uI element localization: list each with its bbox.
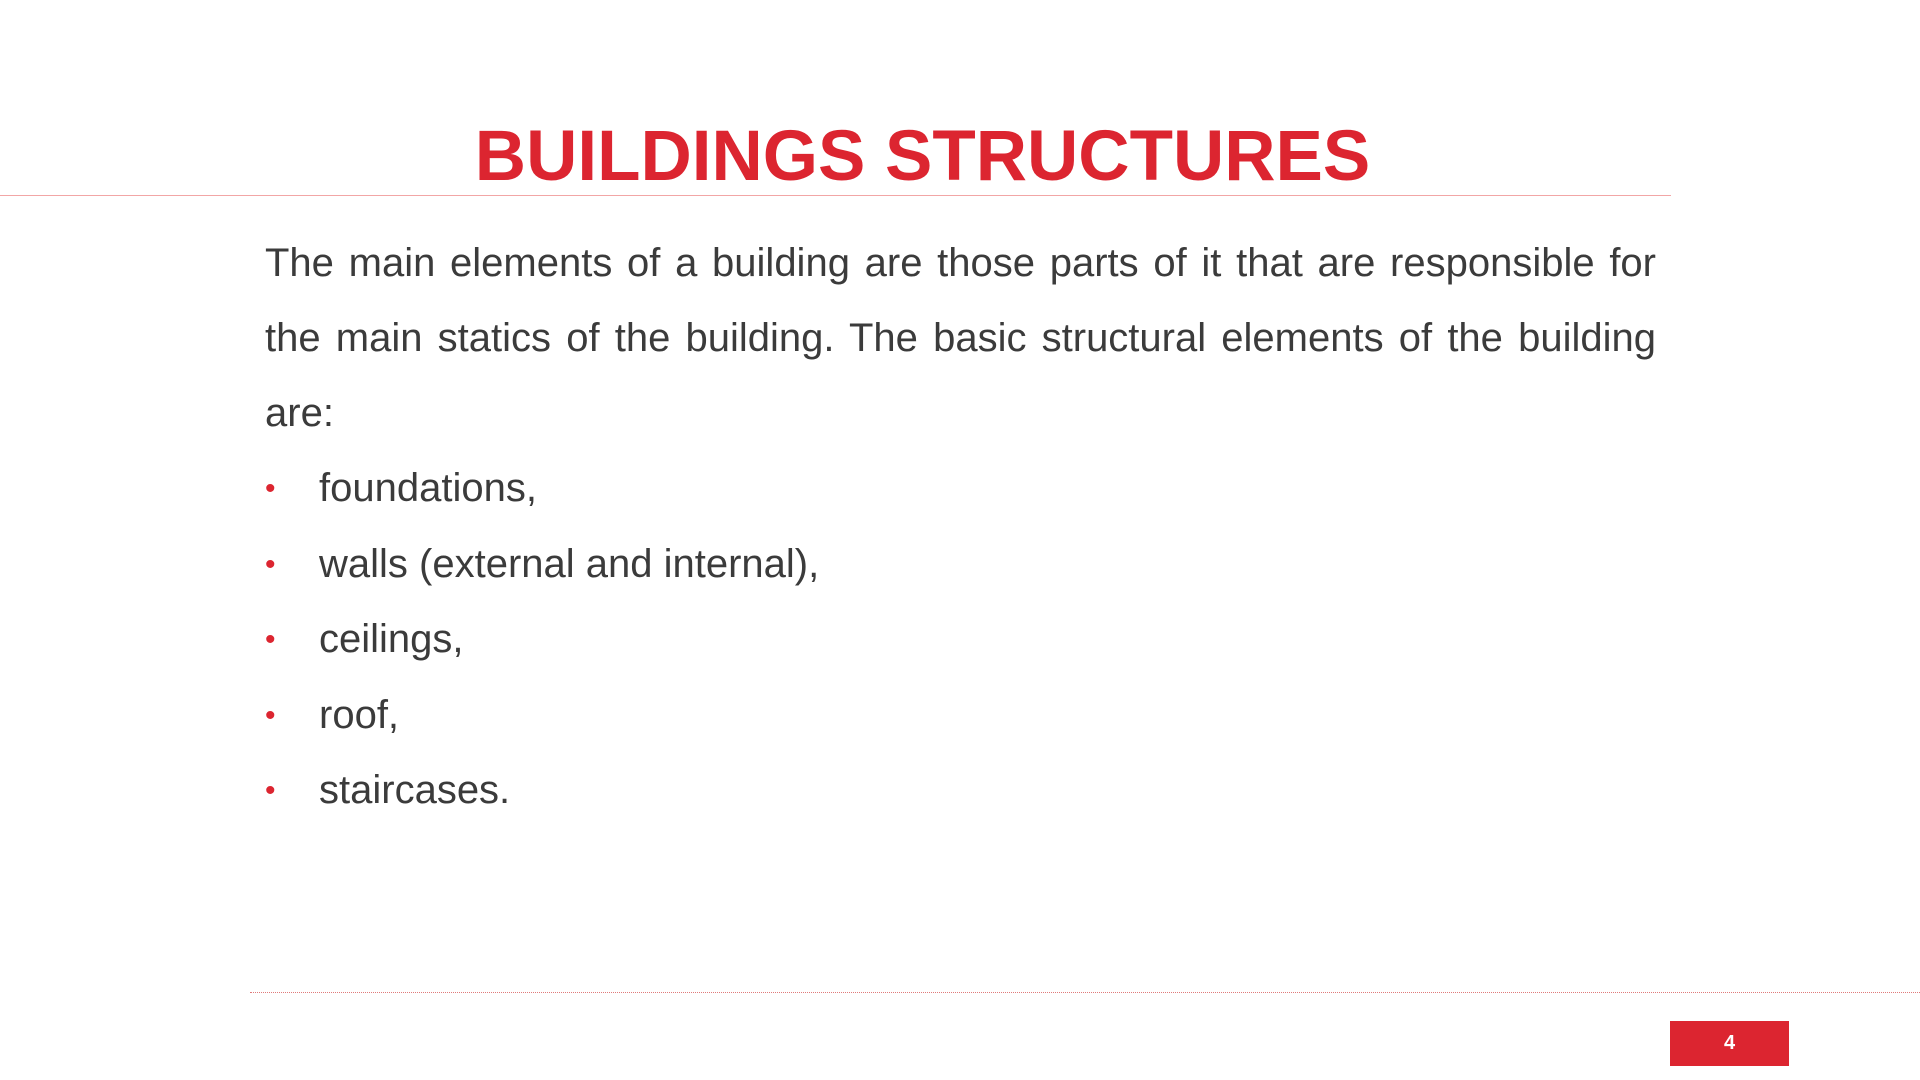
list-item-text: foundations,	[319, 466, 537, 510]
footer-divider	[250, 992, 1920, 993]
bullet-icon: •	[265, 774, 276, 807]
bullet-icon: •	[265, 623, 276, 656]
list-item-text: roof,	[319, 692, 400, 737]
list-item-text: walls (external and internal),	[319, 541, 820, 586]
bullet-icon: •	[265, 472, 276, 505]
page-number-badge: 4	[1670, 1021, 1789, 1066]
bullet-icon: •	[265, 547, 276, 581]
structural-elements-list	[265, 451, 819, 829]
list-item-text: staircases.	[319, 768, 511, 812]
list-item	[265, 753, 819, 829]
list-item-text: ceilings,	[319, 617, 464, 661]
title-divider	[0, 195, 1671, 196]
list-item	[265, 678, 819, 754]
list-item	[265, 602, 819, 678]
list-item	[265, 527, 819, 603]
list-item	[265, 451, 819, 527]
intro-paragraph: The main elements of a building are those parts of it that are responsible for the main statics of the building. The basic structural elements of the building are:	[265, 241, 1656, 435]
bullet-icon: •	[265, 698, 276, 732]
slide-title: BUILDINGS STRUCTURES	[474, 117, 1371, 196]
